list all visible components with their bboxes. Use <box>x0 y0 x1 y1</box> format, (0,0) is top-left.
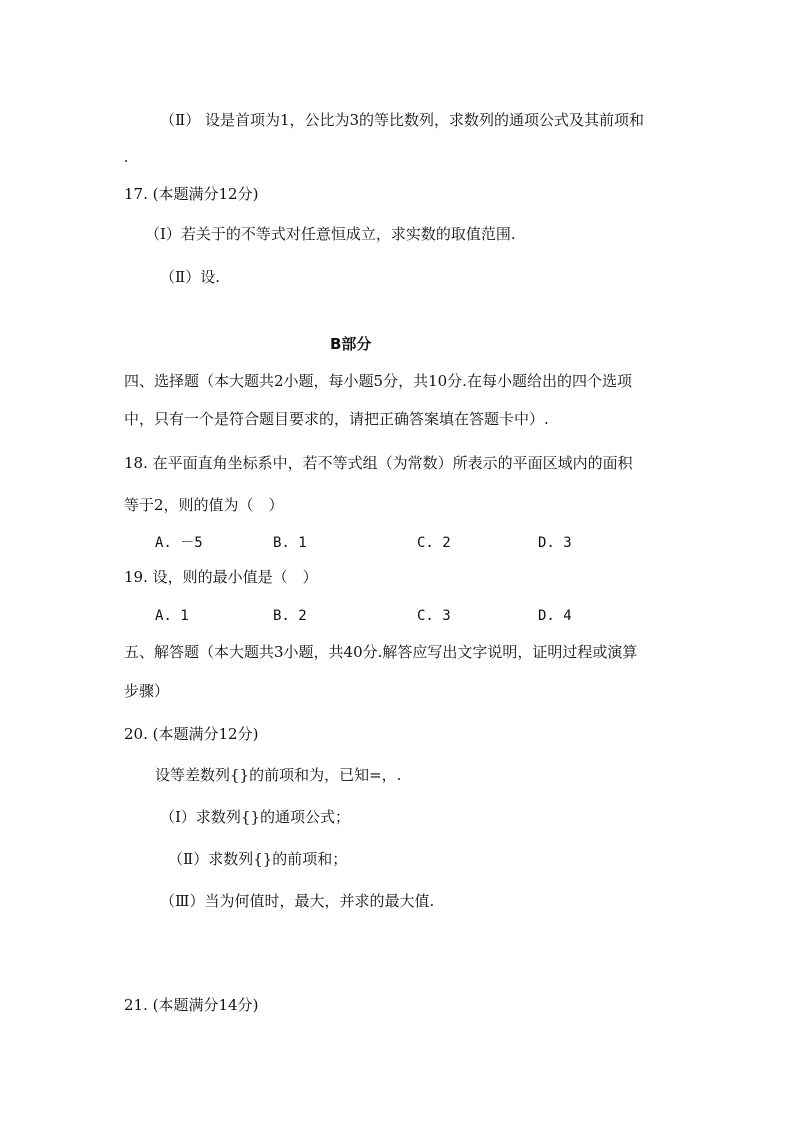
stray-dot <box>125 160 127 162</box>
q18-option-b: B. 1 <box>273 535 307 551</box>
q19-option-b: B. 2 <box>273 608 307 624</box>
q18-stem-line2: 等于2，则的值为（ ） <box>124 496 284 514</box>
q21-header: 21. (本题满分14分) <box>124 996 259 1014</box>
q19-option-c: C. 3 <box>417 608 451 624</box>
q17-header: 17. (本题满分12分) <box>124 185 259 203</box>
section5-instructions-line2: 步骤） <box>124 682 170 700</box>
q17-part2-text: （Ⅱ）设. <box>160 268 220 286</box>
section4-instructions-line1: 四、选择题（本大题共2小题，每小题5分，共10分.在每小题给出的四个选项 <box>124 372 632 390</box>
q20-header: 20. (本题满分12分) <box>124 725 259 743</box>
q19-option-d: D. 4 <box>538 608 572 624</box>
q20-part3-text: （Ⅲ）当为何值时，最大，并求的最大值. <box>160 892 435 910</box>
q20-part1-text: （Ⅰ）求数列{}的通项公式； <box>160 808 351 826</box>
q18-stem-line1: 18. 在平面直角坐标系中，若不等式组（为常数）所表示的平面区域内的面积 <box>124 454 633 472</box>
section5-instructions-line1: 五、解答题（本大题共3小题，共40分.解答应写出文字说明，证明过程或演算 <box>124 643 638 661</box>
q17-part1-text: （Ⅰ）若关于的不等式对任意恒成立，求实数的取值范围. <box>145 225 516 243</box>
section4-instructions-line2: 中，只有一个是符合题目要求的，请把正确答案填在答题卡中）. <box>124 410 549 428</box>
q20-part2-text: （Ⅱ）求数列{}的前项和； <box>168 850 348 868</box>
section-b-title: B部分 <box>330 335 372 353</box>
q16-part2-text: （Ⅱ） 设是首项为1，公比为3的等比数列，求数列的通项公式及其前项和 <box>160 111 645 129</box>
q20-intro: 设等差数列{}的前项和为，已知=，. <box>155 766 402 784</box>
q19-option-a: A. 1 <box>155 608 189 624</box>
q18-option-d: D. 3 <box>538 535 572 551</box>
q19-stem: 19. 设，则的最小值是（ ） <box>124 568 318 586</box>
q18-option-c: C. 2 <box>417 535 451 551</box>
q18-option-a: A. －5 <box>155 535 203 551</box>
